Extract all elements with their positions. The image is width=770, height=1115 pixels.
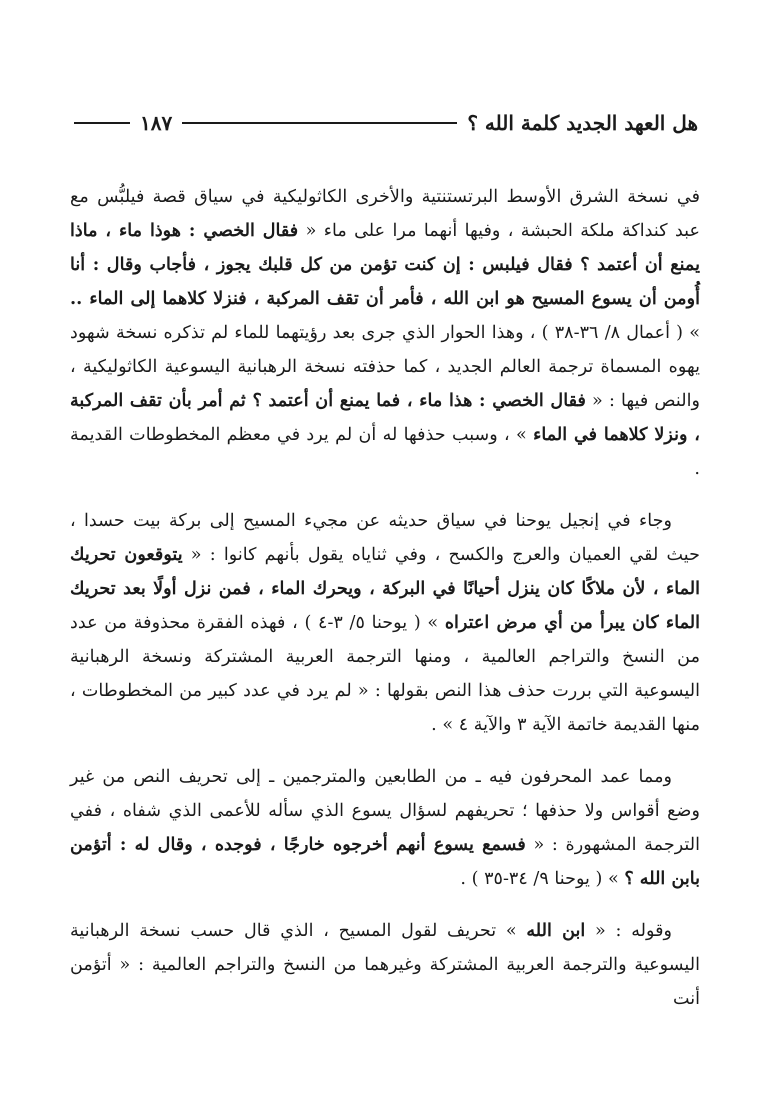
quoted-text: يتوقعون تحريك الماء ، لأن ملاكًا كان ينزل أحيانًا في البركة ، ويحرك الماء ، فمن نزل أولًا بعد تحريك الماء كان يبرأ من أي مرض اعتراه bbox=[70, 544, 700, 633]
quoted-text: ابن الله bbox=[526, 920, 586, 941]
paragraph bbox=[70, 914, 700, 1016]
page-number: ١٨٧ bbox=[140, 111, 173, 135]
quoted-text: فسمع يسوع أنهم أخرجوه خارجًا ، فوجده ، وقال له : أتؤمن بابن الله ؟ bbox=[70, 834, 700, 889]
text-segment: » ( يوحنا ٥/ ٣-٤ ) ، فهذه الفقرة محذوفة من عدد من النسخ والتراجم العالمية ، ومنها الترجمة العربية المشتركة ونسخة الرهبانية اليسوعية التي بررت حذف هذا النص بقولها : « لم يرد في عدد كبير من المخطوطات ، منها القديمة خاتمة الآية ٣ والآية ٤ » . bbox=[70, 613, 700, 735]
quoted-text: فقال الخصي : هذا ماء ، فما يمنع أن أعتمد ؟ ثم أمر بأن تقف المركبة ، ونزلا كلاهما في الماء bbox=[70, 390, 700, 445]
paragraph bbox=[70, 504, 700, 742]
text-segment: ومما عمد المحرفون فيه ـ من الطابعين والمترجمين ـ إلى تحريف النص من غير وضع أقواس ولا حذفها ؛ تحريفهم لسؤال يسوع الذي سأله للأعمى الذي شفاه ، ففي الترجمة المشهورة : « bbox=[70, 767, 700, 855]
running-title: هل العهد الجديد كلمة الله ؟ bbox=[467, 111, 698, 135]
text-segment: في نسخة الشرق الأوسط البرتستنتية والأخرى الكاثوليكية في سياق قصة فيلبُّس مع عبد كنداكة ملكة الحبشة ، وفيها أنهما مرا على ماء « bbox=[70, 187, 700, 241]
text-segment: » ، وسبب حذفها له أن لم يرد في معظم المخطوطات القديمة . bbox=[70, 425, 700, 479]
header-rule-short bbox=[74, 122, 130, 124]
text-segment: » ( يوحنا ٩/ ٣٤-٣٥ ) . bbox=[460, 869, 625, 889]
text-segment: » تحريف لقول المسيح ، الذي قال حسب نسخة الرهبانية اليسوعية والترجمة العربية المشتركة وغيرهما من النسخ والتراجم العالمية : « أتؤمن أنت bbox=[70, 921, 700, 1009]
header-rule bbox=[182, 122, 457, 124]
paragraph bbox=[70, 760, 700, 896]
paragraph bbox=[70, 180, 700, 486]
text-segment: وقوله : « bbox=[585, 921, 672, 941]
text-segment: وجاء في إنجيل يوحنا في سياق حديثه عن مجيء المسيح إلى بركة بيت حسدا ، حيث لقي العميان والعرج والكسح ، وفي ثناياه يقول بأنهم كانوا : « bbox=[70, 511, 700, 565]
text-segment: » ( أعمال ٨/ ٣٦-٣٨ ) ، وهذا الحوار الذي جرى بعد رؤيتهما للماء لم تذكره نسخة شهود يهوه المسماة ترجمة العالم الجديد ، كما حذفته نسخة الرهبانية اليسوعية الكاثوليكية ، والنص فيها : « bbox=[70, 323, 700, 411]
page-header bbox=[74, 108, 698, 138]
body-text bbox=[70, 180, 700, 1016]
quoted-text: فقال الخصي : هوذا ماء ، ماذا يمنع أن أعتمد ؟ فقال فيلبس : إن كنت تؤمن من كل قلبك يجوز ، فأجاب وقال : أنا أُومن أن يسوع المسيح هو ابن الله ، فأمر أن تقف المركبة ، فنزلا كلاهما إلى الماء .. bbox=[70, 220, 700, 309]
